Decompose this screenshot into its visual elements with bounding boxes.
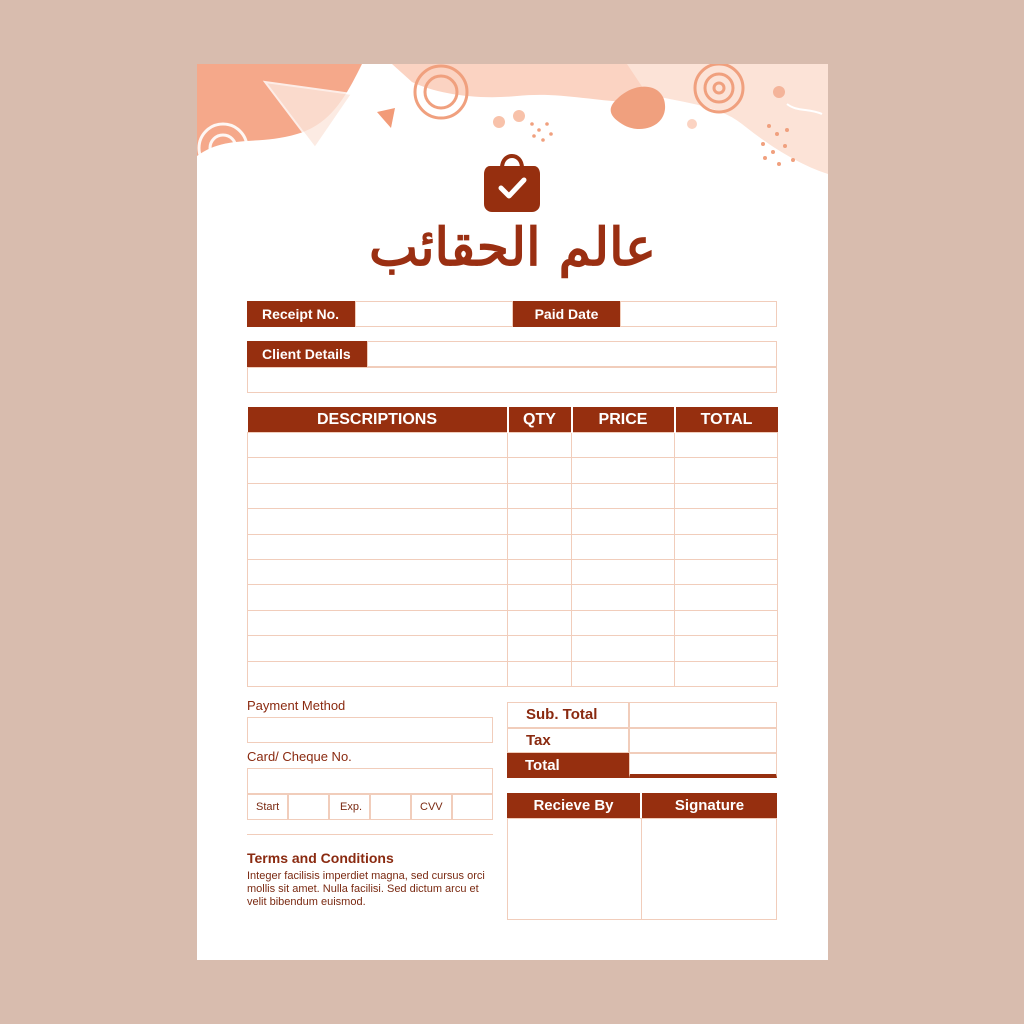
table-row bbox=[248, 636, 778, 661]
table-cell[interactable] bbox=[572, 433, 675, 458]
exp-field[interactable] bbox=[370, 794, 411, 820]
table-cell[interactable] bbox=[508, 458, 572, 483]
receive-by-label: Recieve By bbox=[507, 793, 640, 818]
table-cell[interactable] bbox=[675, 636, 778, 661]
signature-field[interactable] bbox=[641, 818, 777, 920]
table-cell[interactable] bbox=[572, 458, 675, 483]
start-field[interactable] bbox=[288, 794, 329, 820]
brand-name: عالم الحقائب bbox=[369, 217, 656, 278]
table-cell[interactable] bbox=[572, 661, 675, 686]
table-cell[interactable] bbox=[248, 509, 508, 534]
subtotal-label: Sub. Total bbox=[526, 706, 598, 723]
table-cell[interactable] bbox=[572, 636, 675, 661]
table-cell[interactable] bbox=[675, 509, 778, 534]
shopping-bag-check-icon bbox=[482, 146, 542, 214]
subtotal-field[interactable] bbox=[629, 702, 777, 728]
table-row bbox=[248, 509, 778, 534]
table-cell[interactable] bbox=[572, 585, 675, 610]
payment-method-label: Payment Method bbox=[247, 698, 346, 713]
client-details-field[interactable] bbox=[367, 341, 777, 367]
table-cell[interactable] bbox=[248, 661, 508, 686]
client-details-field-2[interactable] bbox=[247, 367, 777, 393]
table-row bbox=[248, 458, 778, 483]
payment-method-field[interactable] bbox=[247, 717, 493, 743]
table-cell[interactable] bbox=[508, 433, 572, 458]
tax-label: Tax bbox=[526, 732, 551, 749]
paid-date-label: Paid Date bbox=[513, 301, 620, 327]
items-header-row bbox=[248, 407, 778, 433]
col-price: PRICE bbox=[572, 407, 675, 433]
table-row bbox=[248, 433, 778, 458]
table-cell[interactable] bbox=[248, 433, 508, 458]
table-cell[interactable] bbox=[675, 483, 778, 508]
table-cell[interactable] bbox=[508, 585, 572, 610]
table-cell[interactable] bbox=[572, 610, 675, 635]
table-cell[interactable] bbox=[508, 483, 572, 508]
start-label: Start bbox=[256, 801, 280, 813]
terms-title: Terms and Conditions bbox=[247, 850, 394, 866]
card-cheque-field[interactable] bbox=[247, 768, 493, 794]
cvv-field[interactable] bbox=[452, 794, 493, 820]
paid-date-field[interactable] bbox=[620, 301, 777, 327]
cvv-label: CVV bbox=[420, 801, 443, 813]
total-label: Total bbox=[507, 753, 629, 778]
table-cell[interactable] bbox=[675, 610, 778, 635]
client-details-label: Client Details bbox=[247, 341, 367, 367]
table-cell[interactable] bbox=[508, 559, 572, 584]
table-row bbox=[248, 483, 778, 508]
table-row bbox=[248, 610, 778, 635]
total-field[interactable] bbox=[629, 753, 777, 778]
table-cell[interactable] bbox=[675, 534, 778, 559]
tax-label-cell bbox=[507, 728, 629, 753]
table-cell[interactable] bbox=[248, 559, 508, 584]
table-row bbox=[248, 559, 778, 584]
col-total: TOTAL bbox=[675, 407, 778, 433]
table-cell[interactable] bbox=[508, 661, 572, 686]
table-cell[interactable] bbox=[572, 534, 675, 559]
signature-label: Signature bbox=[642, 793, 777, 818]
table-row bbox=[248, 585, 778, 610]
exp-label: Exp. bbox=[340, 801, 363, 813]
table-cell[interactable] bbox=[675, 458, 778, 483]
col-qty: QTY bbox=[508, 407, 572, 433]
table-cell[interactable] bbox=[675, 661, 778, 686]
table-cell[interactable] bbox=[572, 483, 675, 508]
cvv-label-cell bbox=[411, 794, 452, 820]
table-row bbox=[248, 534, 778, 559]
items-table bbox=[247, 407, 778, 687]
start-label-cell bbox=[247, 794, 288, 820]
receipt-sheet bbox=[197, 64, 828, 960]
table-row bbox=[248, 661, 778, 686]
receive-by-field[interactable] bbox=[507, 818, 642, 920]
receipt-no-field[interactable] bbox=[355, 301, 513, 327]
table-cell[interactable] bbox=[675, 559, 778, 584]
table-cell[interactable] bbox=[675, 585, 778, 610]
terms-body: Integer facilisis imperdiet magna, sed cursus orci mollis sit amet. Nulla facilisi. Sed dictum arcu et velit bibendum euismod. bbox=[247, 870, 485, 908]
col-descriptions: DESCRIPTIONS bbox=[248, 407, 508, 433]
table-cell[interactable] bbox=[508, 636, 572, 661]
table-cell[interactable] bbox=[248, 585, 508, 610]
table-cell[interactable] bbox=[508, 509, 572, 534]
receipt-no-label: Receipt No. bbox=[247, 301, 355, 327]
divider bbox=[247, 834, 493, 835]
card-cheque-label: Card/ Cheque No. bbox=[247, 749, 352, 764]
table-cell[interactable] bbox=[675, 433, 778, 458]
table-cell[interactable] bbox=[508, 610, 572, 635]
table-cell[interactable] bbox=[248, 458, 508, 483]
subtotal-label-cell bbox=[507, 702, 629, 728]
table-cell[interactable] bbox=[572, 559, 675, 584]
table-cell[interactable] bbox=[508, 534, 572, 559]
exp-label-cell bbox=[329, 794, 370, 820]
table-cell[interactable] bbox=[572, 509, 675, 534]
table-cell[interactable] bbox=[248, 610, 508, 635]
table-cell[interactable] bbox=[248, 483, 508, 508]
tax-field[interactable] bbox=[629, 728, 777, 753]
table-cell[interactable] bbox=[248, 636, 508, 661]
table-cell[interactable] bbox=[248, 534, 508, 559]
